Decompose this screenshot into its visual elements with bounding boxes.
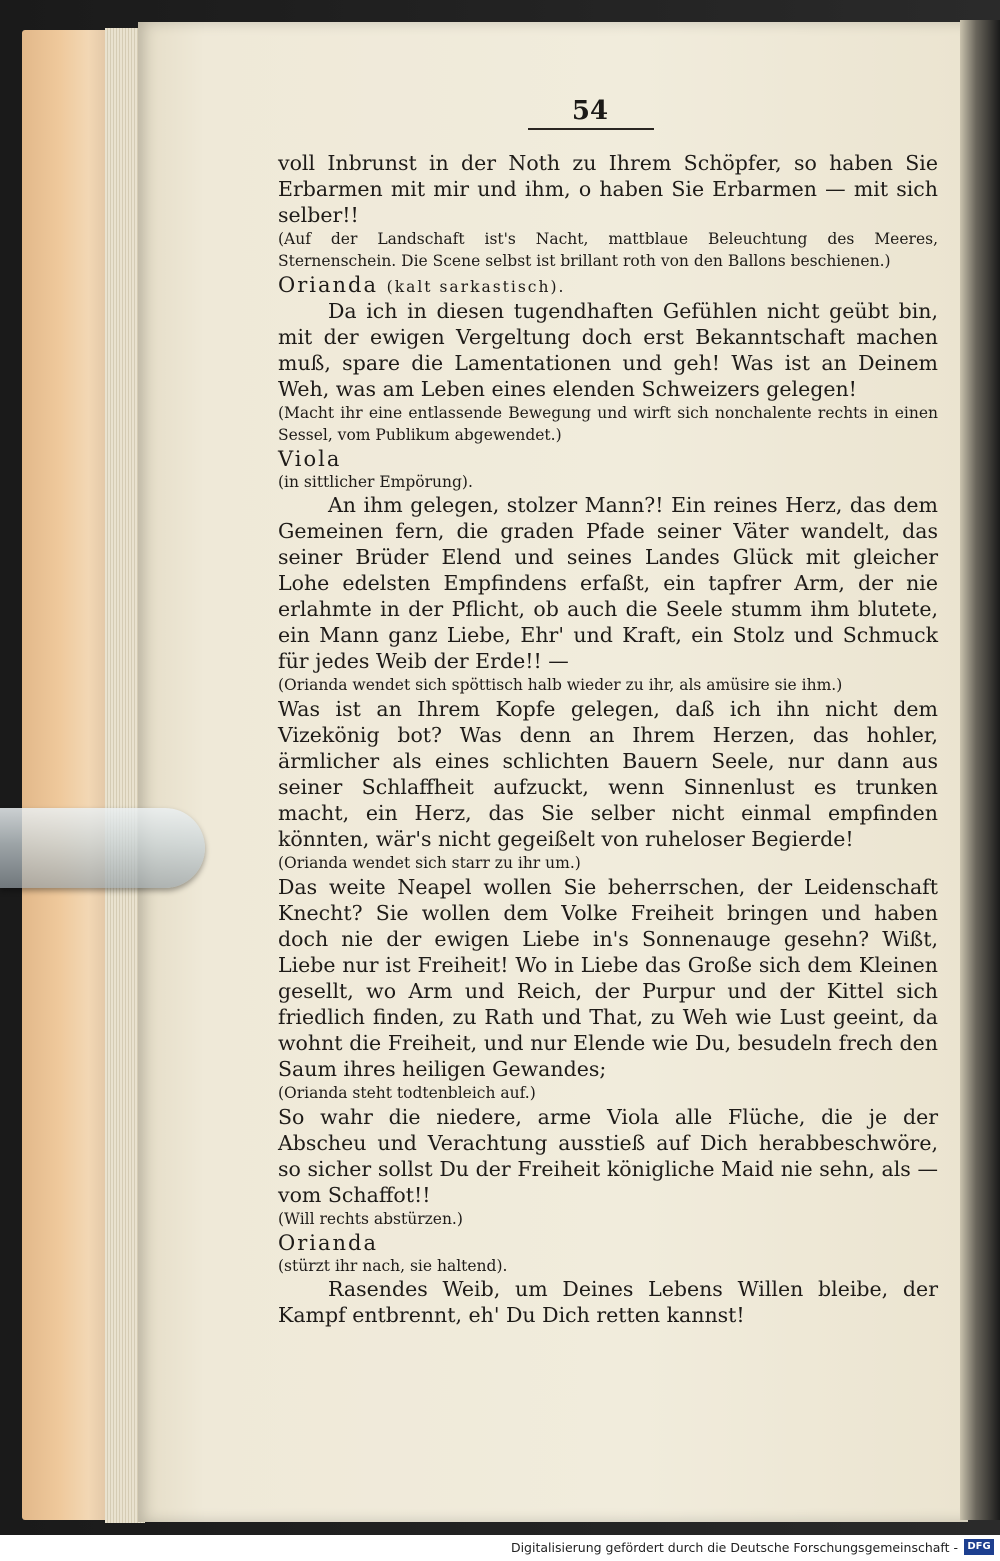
stage-direction: (Orianda steht todtenbleich auf.)	[278, 1084, 536, 1102]
page-text	[278, 150, 938, 1328]
speaker-direction: (kalt sarkastisch).	[386, 278, 566, 296]
text-paragraph: So wahr die niedere, arme Viola alle Flüche, die je der Abscheu und Verachtung ausstieß auf Dich herabbeschwöre, so sicher sollst Du der Freiheit königliche Maid nie sehn, als — vom Schaffot!!	[278, 1105, 938, 1207]
page-number-rule	[528, 128, 654, 130]
stage-direction: (Orianda wendet sich spöttisch halb wieder zu ihr, als amüsire sie ihm.)	[278, 676, 843, 694]
speech-paragraph: Da ich in diesen tugendhaften Gefühlen nicht geübt bin, mit der ewigen Vergeltung doch erst Bekanntschaft machen muß, spare die Lamentationen und geh! Was ist an Deinem Weh, was am Leben eines elenden Schweizers gelegen!	[278, 299, 938, 401]
book-cover-edge	[22, 30, 117, 1520]
page-number: 54	[571, 96, 609, 126]
text-paragraph: Was ist an Ihrem Kopfe gelegen, daß ich ihn nicht dem Vizekönig bot? Was denn an Ihrem Herzen, das hohler, ärmlicher als eines schlichten Bauern Seele, nur dann aus seiner Schlaffheit aufzuckt, wenn Sinnenlust es trunken macht, ein Herz, das Sie selber nicht einmal empfinden könnten, wär's nicht gegeißelt von ruheloser Begierde!	[278, 697, 938, 851]
speaker-name: Viola	[278, 447, 342, 471]
stage-direction: (Auf der Landschaft ist's Nacht, mattblaue Beleuchtung des Meeres, Sternenschein. Die Scene selbst ist brillant roth von den Ballons beschienen.)	[278, 230, 938, 270]
speech-paragraph: Rasendes Weib, um Deines Lebens Willen bleibe, der Kampf entbrennt, eh' Du Dich retten kannst!	[278, 1277, 938, 1327]
stage-direction: (Will rechts abstürzen.)	[278, 1210, 463, 1228]
text-paragraph: Das weite Neapel wollen Sie beherrschen, der Leidenschaft Knecht? Sie wollen dem Volke Freiheit bringen und haben doch nie der ewigen Liebe in's Sonnenauge gesehn? Wißt, Liebe nur ist Freiheit! Wo in Liebe das Große sich dem Kleinen gesellt, wo Arm und Reich, der Purpur und der Kittel sich friedlich finden, zu Rath und That, zu Weh wie Lust geeint, da wohnt die Freiheit, und nur Elende wie Du, besudeln frech den Saum ihres heiligen Gewandes;	[278, 875, 938, 1081]
footer-credit: Digitalisierung gefördert durch die Deutsche Forschungsgemeinschaft -	[510, 1540, 958, 1555]
speech-paragraph: An ihm gelegen, stolzer Mann?! Ein reines Herz, das dem Gemeinen fern, die graden Pfade seiner Väter wandelt, das seiner Brüder Elend und seines Landes Glück mit gleicher Lohe edelsten Empfindens erfaßt, ein tapfrer Arm, der nie erlahmte in der Pflicht, ob auch die Seele stumm ihm blutete, ein Mann ganz Liebe, Ehr' und Kraft, ein Stolz und Schmuck für jedes Weib der Erde!! —	[278, 493, 938, 673]
speaker-name	[278, 272, 938, 298]
stage-direction: (Orianda wendet sich starr zu ihr um.)	[278, 854, 581, 872]
speaker-direction: (stürzt ihr nach, sie haltend).	[278, 1257, 508, 1275]
speaker-direction: (in sittlicher Empörung).	[278, 473, 473, 491]
text-paragraph: voll Inbrunst in der Noth zu Ihrem Schöpfer, so haben Sie Erbarmen mit mir und ihm, o haben Sie Erbarmen — mit sich selber!!	[278, 151, 938, 227]
speaker-label: Orianda	[278, 273, 378, 297]
speaker-name: Orianda	[278, 1231, 378, 1255]
page-holder-clip	[0, 808, 205, 888]
dfg-logo-icon: DFG	[964, 1539, 994, 1555]
stage-direction: (Macht ihr eine entlassende Bewegung und wirft sich nonchalente rechts in einen Sessel, vom Publikum abgewendet.)	[278, 404, 938, 444]
page-right-edge	[960, 20, 1000, 1520]
